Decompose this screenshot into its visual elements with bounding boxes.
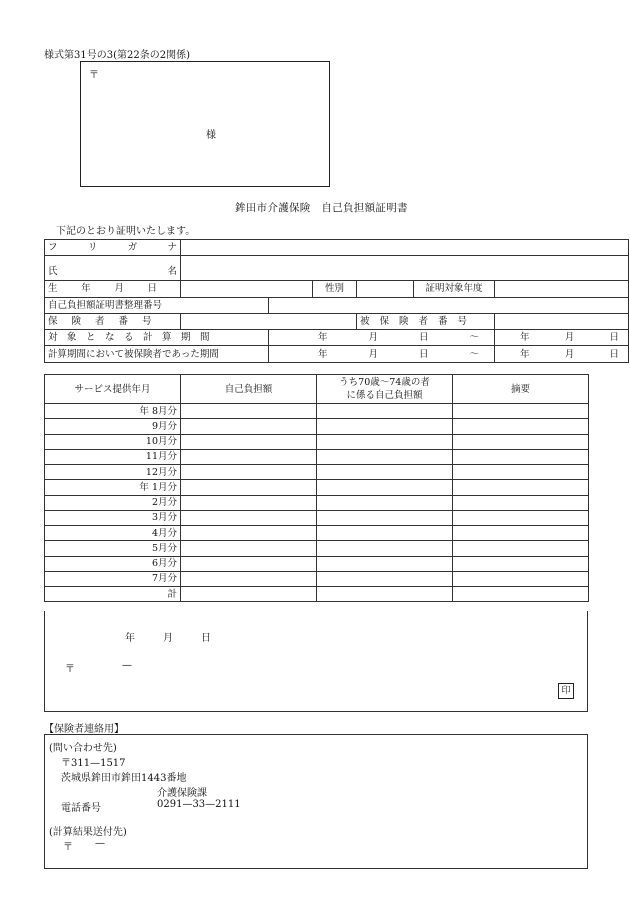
remarks-cell[interactable] — [453, 449, 589, 464]
copay-header-row — [45, 375, 589, 404]
issue-date — [125, 629, 211, 644]
sex-field[interactable] — [357, 281, 414, 297]
birth-label: 生 年 月 日 — [45, 281, 181, 297]
remarks-cell[interactable] — [453, 465, 589, 480]
copay-cell[interactable] — [181, 434, 317, 449]
info-table — [44, 239, 629, 363]
insured-number-field[interactable] — [495, 313, 629, 329]
furigana-field[interactable] — [181, 240, 629, 256]
copay-cell[interactable] — [181, 541, 317, 556]
insured-period-label: 計算期間において被保険者であった期間 — [45, 346, 269, 362]
copay-table — [44, 374, 589, 602]
copay-70-74-cell[interactable] — [317, 541, 453, 556]
copay-cell[interactable] — [181, 480, 317, 495]
copay-cell[interactable] — [181, 495, 317, 510]
postal-mark: 〒 — [89, 70, 99, 81]
month-label: 5月分 — [45, 541, 181, 556]
address-box — [80, 61, 330, 187]
month-row — [45, 541, 589, 556]
insurer-row — [45, 313, 629, 329]
insurer-number-label: 保険者番号 — [45, 313, 181, 329]
copay-70-74-cell[interactable] — [317, 419, 453, 434]
month-row — [45, 495, 589, 510]
remarks-cell[interactable] — [453, 480, 589, 495]
month-label: 計 — [45, 587, 181, 602]
result-label: (計算結果送付先) — [49, 827, 127, 838]
remarks-cell[interactable] — [453, 510, 589, 525]
birth-field[interactable] — [181, 281, 313, 297]
remarks-cell[interactable] — [453, 419, 589, 434]
month-row — [45, 571, 589, 586]
copay-cell[interactable] — [181, 419, 317, 434]
insured-number-label: 被保険者番号 — [357, 313, 495, 329]
copay-cell[interactable] — [181, 449, 317, 464]
target-period-start[interactable]: 年 月 日 ～ — [269, 330, 495, 346]
month-label: 11月分 — [45, 449, 181, 464]
remarks-cell[interactable] — [453, 556, 589, 571]
month-row — [45, 465, 589, 480]
copay-70-74-cell[interactable] — [317, 480, 453, 495]
month-label: 年 1月分 — [45, 480, 181, 495]
seal-icon: 印 — [558, 683, 574, 699]
month-label: 10月分 — [45, 434, 181, 449]
copay-70-74-cell[interactable] — [317, 587, 453, 602]
intro-text: 下記のとおり証明いたします。 — [56, 226, 196, 237]
form-number: 様式第31号の3(第22条の2関係) — [44, 50, 190, 61]
insured-period-start[interactable]: 年 月 日 ～ — [269, 346, 495, 362]
remarks-cell[interactable] — [453, 404, 589, 419]
result-postal-mark: 〒 — [63, 842, 73, 853]
copay-70-74-cell[interactable] — [317, 434, 453, 449]
remarks-cell[interactable] — [453, 571, 589, 586]
contact-title: 【保険者連絡用】 — [44, 724, 124, 735]
phone-number: 0291—33—2111 — [157, 799, 241, 810]
remarks-cell[interactable] — [453, 541, 589, 556]
copay-70-74-cell[interactable] — [317, 495, 453, 510]
sex-label: 性別 — [313, 281, 357, 297]
remarks-cell[interactable] — [453, 587, 589, 602]
copay-70-74-cell[interactable] — [317, 556, 453, 571]
issuer-section — [44, 611, 588, 712]
name-label: 氏 名 — [45, 256, 181, 281]
contact-box — [44, 734, 588, 869]
month-label: 7月分 — [45, 571, 181, 586]
issuer-postal-mark: 〒 — [65, 664, 75, 675]
header-remarks: 摘要 — [453, 375, 589, 404]
name-row — [45, 256, 629, 281]
header-service-month: サービス提供年月 — [45, 375, 181, 404]
inquiry-address: 茨城県鉾田市鉾田1443番地 — [61, 773, 187, 784]
result-postal-dash: — — [95, 838, 105, 849]
copay-cell[interactable] — [181, 587, 317, 602]
issuer-postal-dash: — — [122, 660, 132, 671]
copay-70-74-cell[interactable] — [317, 449, 453, 464]
month-row — [45, 480, 589, 495]
remarks-cell[interactable] — [453, 495, 589, 510]
birth-row — [45, 281, 629, 297]
month-row — [45, 587, 589, 602]
copay-cell[interactable] — [181, 571, 317, 586]
target-period-end[interactable]: 年 月 日 — [495, 330, 629, 346]
insured-period-end[interactable]: 年 月 日 — [495, 346, 629, 362]
copay-70-74-cell[interactable] — [317, 526, 453, 541]
cert-number-label: 自己負担額証明書整理番号 — [45, 297, 269, 313]
month-row — [45, 404, 589, 419]
copay-cell[interactable] — [181, 404, 317, 419]
copay-70-74-cell[interactable] — [317, 404, 453, 419]
inquiry-label: (問い合わせ先) — [49, 743, 117, 754]
month-row — [45, 419, 589, 434]
issue-month: 月 — [163, 633, 173, 644]
month-label: 3月分 — [45, 510, 181, 525]
header-copay: 自己負担額 — [181, 375, 317, 404]
fiscal-year-field[interactable] — [495, 281, 629, 297]
copay-70-74-cell[interactable] — [317, 510, 453, 525]
name-field[interactable] — [181, 256, 629, 281]
month-label: 年 8月分 — [45, 404, 181, 419]
furigana-label: フ リ ガ ナ — [45, 240, 181, 256]
month-label: 9月分 — [45, 419, 181, 434]
inquiry-postal: 〒311—1517 — [61, 758, 126, 769]
month-label: 2月分 — [45, 495, 181, 510]
remarks-cell[interactable] — [453, 526, 589, 541]
phone-label: 電話番号 — [61, 803, 101, 814]
inquiry-department: 介護保険課 — [157, 788, 207, 799]
copay-cell[interactable] — [181, 526, 317, 541]
cert-number-row — [45, 297, 629, 313]
issue-year: 年 — [125, 633, 135, 644]
insurer-number-field[interactable] — [181, 313, 357, 329]
remarks-cell[interactable] — [453, 434, 589, 449]
document-title: 鉾田市介護保険 自己負担額証明書 — [235, 202, 408, 214]
month-label: 12月分 — [45, 465, 181, 480]
furigana-row — [45, 240, 629, 256]
issue-day: 日 — [201, 633, 211, 644]
copay-cell[interactable] — [181, 465, 317, 480]
target-period-label: 対象となる計算期間 — [45, 330, 269, 346]
header-copay-70-74: うち70歳～74歳の者に係る自己負担額 — [317, 375, 453, 404]
insured-period-row — [45, 346, 629, 362]
month-row — [45, 526, 589, 541]
month-row — [45, 449, 589, 464]
copay-cell[interactable] — [181, 556, 317, 571]
month-row — [45, 510, 589, 525]
honorific-sama: 様 — [206, 130, 216, 141]
month-label: 4月分 — [45, 526, 181, 541]
month-row — [45, 556, 589, 571]
fiscal-year-label: 証明対象年度 — [414, 281, 495, 297]
cert-number-field[interactable] — [269, 297, 629, 313]
target-period-row — [45, 330, 629, 346]
copay-70-74-cell[interactable] — [317, 465, 453, 480]
copay-70-74-cell[interactable] — [317, 571, 453, 586]
month-label: 6月分 — [45, 556, 181, 571]
month-row — [45, 434, 589, 449]
copay-cell[interactable] — [181, 510, 317, 525]
